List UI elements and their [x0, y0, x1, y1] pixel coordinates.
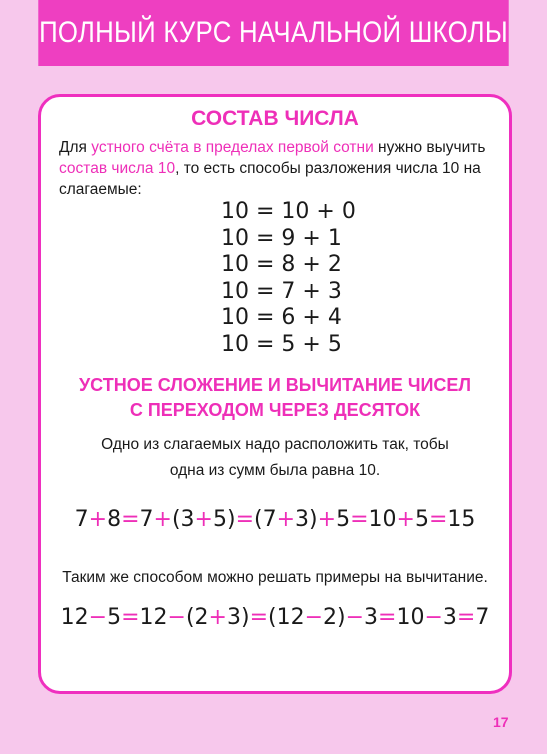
expression-term: (7: [254, 507, 277, 532]
expression-operator: +: [317, 507, 337, 532]
equation-list: [221, 199, 356, 358]
expression-term: 15: [447, 507, 476, 532]
expression-term: 8: [107, 507, 122, 532]
expression-term: 12: [139, 605, 168, 630]
equation: 10 = 8 + 2: [221, 252, 342, 277]
expression-operator: =: [350, 507, 369, 532]
expression-operator: =: [121, 507, 140, 532]
intro-text-3: , то есть способы разложения числа 10 на слагаемые:: [59, 160, 481, 198]
equation: 10 = 10 + 0: [221, 199, 356, 224]
expression-term: (2: [185, 605, 209, 630]
expression-operator: =: [121, 605, 140, 630]
intro-paragraph: [59, 137, 499, 200]
expression-term: 3): [226, 605, 250, 630]
expression-term: 3: [442, 605, 457, 630]
rule-line: Одно из слагаемых надо расположить так, тобы: [101, 436, 449, 453]
header-title: ПОЛНЫЙ КУРС НАЧАЛЬНОЙ ШКОЛЫ: [39, 16, 508, 49]
subtraction-example: [41, 605, 509, 630]
intro-highlight-2: состав числа 10: [59, 160, 176, 177]
expression-term: 3: [364, 605, 379, 630]
expression-term: 7: [74, 507, 89, 532]
subsection-title: [41, 373, 509, 423]
expression-term: 3): [295, 507, 318, 532]
expression-operator: −: [424, 605, 443, 630]
expression-term: 10: [368, 507, 397, 532]
expression-term: 12: [60, 605, 89, 630]
expression-term: 5): [212, 507, 236, 532]
expression-operator: −: [167, 605, 186, 630]
expression-term: 7: [475, 605, 490, 630]
intro-text-2: нужно выучить: [373, 139, 486, 156]
subsection-title-line: С ПЕРЕХОДОМ ЧЕРЕЗ ДЕСЯТОК: [129, 400, 421, 420]
expression-operator: +: [208, 605, 227, 630]
expression-term: 5: [336, 507, 351, 532]
expression-operator: +: [153, 507, 172, 532]
expression-operator: =: [428, 507, 448, 532]
intro-text-1: Для: [59, 139, 92, 156]
rule-line: одна из сумм была равна 10.: [169, 462, 381, 479]
subtraction-note: Таким же способом можно решать примеры на вычитание.: [62, 569, 488, 586]
expression-operator: =: [378, 605, 397, 630]
equation: 10 = 9 + 1: [221, 225, 342, 251]
expression-term: 10: [396, 605, 425, 630]
expression-term: 5: [414, 507, 429, 532]
expression-term: 7: [139, 507, 154, 532]
expression-term: (3: [171, 507, 195, 532]
expression-operator: +: [88, 507, 108, 532]
expression-operator: +: [194, 507, 213, 532]
section-title: СОСТАВ ЧИСЛА: [191, 107, 359, 130]
expression-term: 2): [323, 605, 346, 630]
intro-highlight-1: устного счёта в пределах первой сотни: [91, 139, 374, 156]
content-card: [38, 94, 512, 694]
expression-operator: −: [345, 605, 365, 630]
expression-operator: =: [249, 605, 268, 630]
expression-term: 5: [107, 605, 122, 630]
subsection-title-line: УСТНОЕ СЛОЖЕНИЕ И ВЫЧИТАНИЕ ЧИСЕЛ: [78, 375, 472, 395]
expression-operator: −: [304, 605, 324, 630]
rule-text: [41, 432, 509, 484]
expression-operator: −: [88, 605, 108, 630]
equation: 10 = 7 + 3: [221, 278, 342, 304]
addition-example: [41, 507, 509, 532]
page-header: [38, 0, 508, 66]
equation: 10 = 6 + 4: [221, 305, 342, 330]
expression-operator: =: [235, 507, 254, 532]
expression-term: (12: [268, 605, 305, 630]
page-number: 17: [493, 714, 509, 730]
expression-operator: =: [456, 605, 476, 630]
expression-operator: +: [276, 507, 296, 532]
expression-operator: +: [396, 507, 415, 532]
equation: 10 = 5 + 5: [221, 331, 342, 357]
